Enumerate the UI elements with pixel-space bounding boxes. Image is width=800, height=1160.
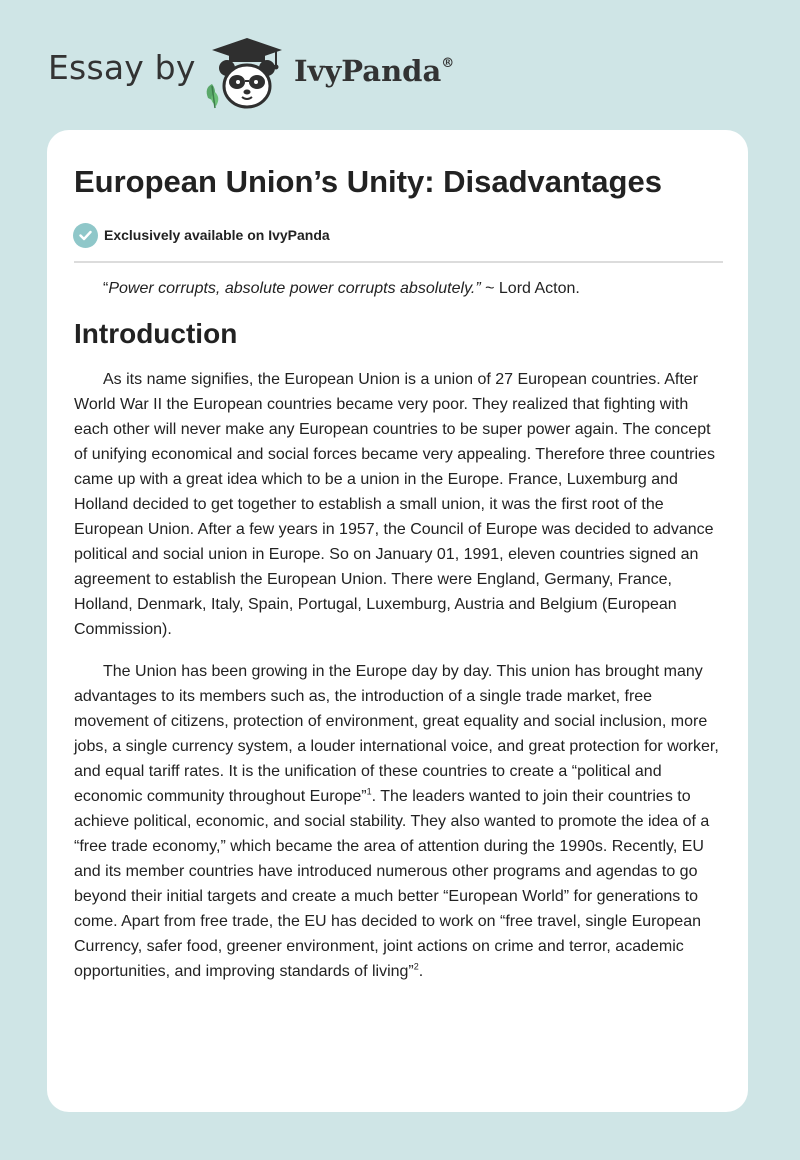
paragraph-2: The Union has been growing in the Europe day by day. This union has brought many advantages to its members such as, the introduction of a single trade market, free movement of citizens, protection of environment, great equality and social inclusion, more jobs, a single currency system, a louder international voice, and great protection for worker, and equal tariff rates. It is the unification of these countries to create a “political and economic community throughout Europe”$^1$. The leaders wanted to join their countries to achieve political, economic, and social stability. They also wanted to promote the idea of a “free trade economy,” which became the area of attention during the 1990s. Recently, EU and its member countries have introduced numerous other programs and agendas to go beyond their initial targets and create a much better “European World” for generations to come. Apart from free trade, the EU has decided to work on “free travel, single European Currency, safer food, greener environment, joint actions on crime and terror, academic opportunities, and improving standards of living”$^2$. xyxy=(74,663,719,980)
essay-body xyxy=(74,276,726,984)
footnote-ref-1[interactable]: 1 xyxy=(366,786,372,797)
site-header xyxy=(48,34,468,114)
exclusive-label: Exclusively available on IvyPanda xyxy=(104,227,330,243)
brand-name[interactable]: IvyPanda® xyxy=(294,54,455,88)
paragraph-1: As its name signifies, the European Union is a union of 27 European countries. After World War II the European countries became very poor. They realized that fighting with each other will never make any European countries to be super power again. The concept of unifying economical and social forces became very appealing. Therefore three countries came up with a great idea which to be a union in the Europe. France, Luxemburg and Holland decided to get together to establish a small union, it was the first root of the European Union. After a few years in 1957, the Council of Europe was decided to advance political and social union in Europe. So on January 01, 1991, eleven countries signed an agreement to establish the European Union. There were England, Germany, France, Holland, Denmark, Italy, Spain, Portugal, Luxemburg, Austria and Belgium (European Commission). xyxy=(74,371,715,638)
quote-attribution: ~ Lord Acton. xyxy=(480,280,580,297)
quote-text: Power corrupts, absolute power corrupts absolutely.” xyxy=(108,280,481,297)
section-heading-introduction: Introduction xyxy=(74,318,238,349)
exclusive-badge xyxy=(73,222,330,248)
panda-graduate-icon[interactable] xyxy=(202,34,292,112)
essay-by-label: Essay by xyxy=(48,48,196,87)
essay-title: European Union’s Unity: Disadvantages xyxy=(74,164,662,199)
footnote-ref-2[interactable]: 2 xyxy=(413,961,419,972)
checkmark-icon xyxy=(73,223,98,248)
divider xyxy=(74,261,723,263)
epigraph-quote: “Power corrupts, absolute power corrupts absolutely.” ~ Lord Acton. xyxy=(103,280,580,297)
essay-card xyxy=(47,130,748,1112)
